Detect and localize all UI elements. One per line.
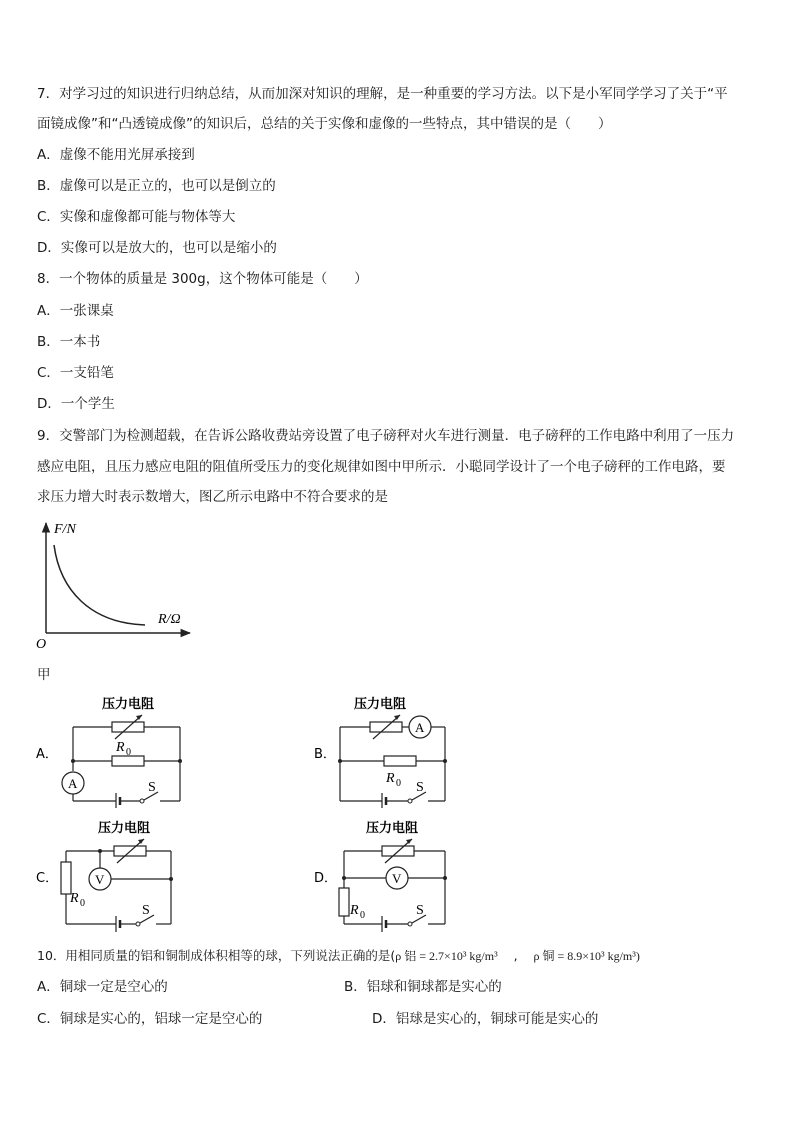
circuit-c-pressure-label: 压力电阻 <box>98 821 151 836</box>
svg-text:0: 0 <box>360 910 365 921</box>
q9-stem-line3: 求压力增大时表示数增大，图乙所示电路中不符合要求的是 <box>37 489 388 505</box>
svg-text:R: R <box>386 771 395 786</box>
q10-option-b: B．铝球和铜球都是实心的 <box>344 979 502 995</box>
q10-option-d: D．铝球是实心的，铜球可能是实心的 <box>372 1011 599 1027</box>
q7-option-c: C．实像和虚像都可能与物体等大 <box>37 209 236 225</box>
circuit-c <box>30 814 200 932</box>
circuit-b <box>310 690 470 808</box>
svg-text:S: S <box>142 903 150 918</box>
svg-text:0: 0 <box>396 778 401 789</box>
circuit-c-label: C． <box>36 871 59 886</box>
q9-graph-caption: 甲 <box>37 667 51 683</box>
circuit-b-label: B． <box>314 747 336 762</box>
circuit-b-pressure-label: 压力电阻 <box>354 697 407 712</box>
graph-ylabel: F/N <box>54 522 76 537</box>
circuit-d-pressure-label: 压力电阻 <box>366 821 419 836</box>
circuit-d <box>310 814 470 932</box>
q9-graph-jia <box>30 515 200 655</box>
q8-stem: 8．一个物体的质量是 300g，这个物体可能是（ ） <box>37 271 368 287</box>
q8-option-b: B．一本书 <box>37 334 101 350</box>
q10-stem: 10．用相同质量的铝和铜制成体积相等的球，下列说法正确的是(ρ 铝 = 2.7×10³ kg/m³ , ρ 铜 = 8.9×10³ kg/m³) <box>37 948 640 963</box>
svg-text:R: R <box>350 903 359 918</box>
svg-text:V: V <box>392 871 402 886</box>
circuit-a <box>30 690 200 808</box>
q8-option-c: C．一支铅笔 <box>37 365 114 381</box>
q10-rho-cu: ρ 铜 = 8.9×10³ kg/m³) <box>533 949 640 963</box>
q7-stem-line2: 面镜成像”和“凸透镜成像”的知识后，总结的关于实像和虚像的一些特点，其中错误的是（ ） <box>37 116 612 132</box>
graph-origin: O <box>36 637 47 652</box>
r0-resistor <box>61 862 71 894</box>
svg-text:S: S <box>416 780 424 795</box>
q10-option-a: A．铜球一定是空心的 <box>37 979 168 995</box>
svg-text:V: V <box>95 872 105 887</box>
svg-text:A: A <box>68 776 78 791</box>
circuit-d-label: D． <box>314 871 338 886</box>
q10-rho-al: ρ 铝 = 2.7×10³ kg/m³ <box>395 949 498 963</box>
q7-option-b: B．虚像可以是正立的，也可以是倒立的 <box>37 178 276 194</box>
r0-resistor <box>339 888 349 916</box>
svg-text:0: 0 <box>126 747 131 758</box>
q8-option-d: D．一个学生 <box>37 396 115 412</box>
q9-stem-line1: 9．交警部门为检测超载，在告诉公路收费站旁设置了电子磅秤对火车进行测量．电子磅秤的工作电路中利用了一压力 <box>37 428 735 444</box>
q10-stem-prefix: 10．用相同质量的铝和铜制成体积相等的球，下列说法正确的是( <box>37 948 396 963</box>
svg-text:S: S <box>148 780 156 795</box>
q9-stem-line2: 感应电阻，且压力感应电阻的阻值所受压力的变化规律如图中甲所示．小聪同学设计了一个电子磅秤的工作电路，要 <box>37 459 726 475</box>
q7-option-a: A．虚像不能用光屏承接到 <box>37 147 195 163</box>
circuit-a-pressure-label: 压力电阻 <box>102 697 155 712</box>
graph-xlabel: R/Ω <box>158 612 181 627</box>
svg-text:R: R <box>70 891 79 906</box>
circuit-a-label: A． <box>36 747 58 762</box>
svg-text:S: S <box>416 903 424 918</box>
q8-option-a: A．一张课桌 <box>37 303 114 319</box>
svg-text:R: R <box>116 740 125 755</box>
svg-text:0: 0 <box>80 898 85 909</box>
svg-text:A: A <box>415 720 425 735</box>
graph-curve <box>54 545 145 625</box>
q7-option-d: D．实像可以是放大的，也可以是缩小的 <box>37 240 277 256</box>
q10-option-c: C．铜球是实心的，铝球一定是空心的 <box>37 1011 263 1027</box>
q7-stem-line1: 7．对学习过的知识进行归纳总结，从而加深对知识的理解，是一种重要的学习方法。以下是小军同学学习了关于“平 <box>37 86 728 102</box>
